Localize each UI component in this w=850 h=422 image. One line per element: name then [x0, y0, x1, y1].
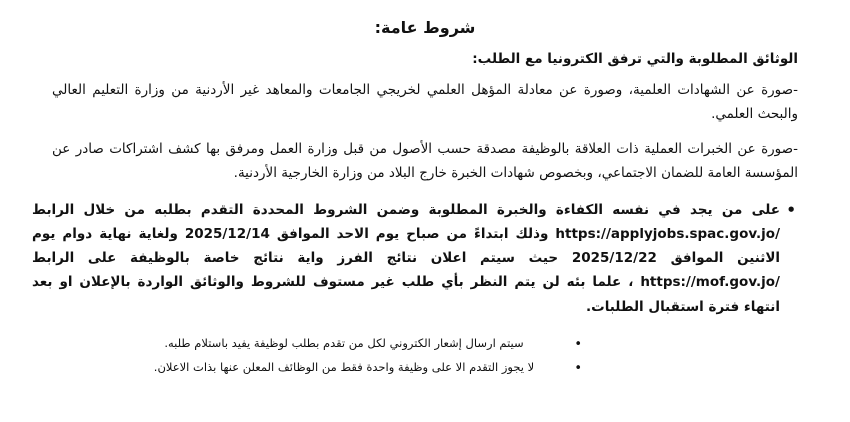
page-title: شروط عامة:	[374, 18, 476, 37]
instructions-segment-4: حيث سيتم اعلان نتائج الفرز واية نتائج خاصة بالوظيفة على الرابط	[32, 250, 559, 267]
instructions-segment-2: وذلك ابتداءً من صباح يوم الاحد الموافق	[276, 225, 549, 242]
applyjobs-link[interactable]: https://applyjobs.spac.gov.jo/	[555, 225, 781, 242]
note-item-email-confirmation: • سيتم ارسال إشعار الكتروني لكل من تقدم بطلب لوظيفة يفيد باستلام طلبه.	[122, 333, 566, 355]
start-date: 2025/12/14	[184, 225, 270, 242]
instructions-segment-3: ولغاية نهاية دوام يوم الاثنين الموافق	[32, 225, 781, 267]
application-instructions-block	[32, 198, 816, 379]
mof-link[interactable]: https://mof.gov.jo/	[640, 274, 780, 291]
document-paragraph-experience: -صورة عن الخبرات العملية ذات العلاقة بالوظيفة مصدقة حسب الأصول من قبل وزارة العمل ومرفق بها كشف اشتراكات صادر عن المؤسسة العامة للضمان الاجتماعي، وبخصوص شهادات الخبرة خارج البلاد من وزارة الخارجية الأردنية.	[52, 141, 798, 181]
main-bullet-list	[32, 198, 816, 319]
note-item-single-application: • لا يجوز التقدم الا على وظيفة واحدة فقط من الوظائف المعلن عنها بذات الاعلان.	[122, 357, 566, 379]
notes-bullet-list	[32, 333, 816, 379]
required-documents-heading: الوثائق المطلوبة والتي ترفق الكترونيا مع الطلب:	[472, 51, 798, 67]
application-instructions-item	[32, 198, 794, 319]
instructions-segment-1: على من يجد في نفسه الكفاءة والخبرة المطلوبة وضمن الشروط المحددة التقدم بطلبه من خلال الرابط	[32, 201, 780, 218]
instructions-segment-5: ، علما بئه لن يتم النظر بأي طلب غير مستوف للشروط والوثائق الواردة بالإعلان او بعد انتهاء فترة استقبال الطلبات.	[32, 274, 780, 315]
document-paragraph-certificates: -صورة عن الشهادات العلمية، وصورة عن معادلة المؤهل العلمي لخريجي الجامعات والمعاهد غير الأردنية من وزارة التعليم العالي والبحث العلمي.	[52, 82, 798, 122]
end-date: 2025/12/22	[571, 250, 657, 267]
